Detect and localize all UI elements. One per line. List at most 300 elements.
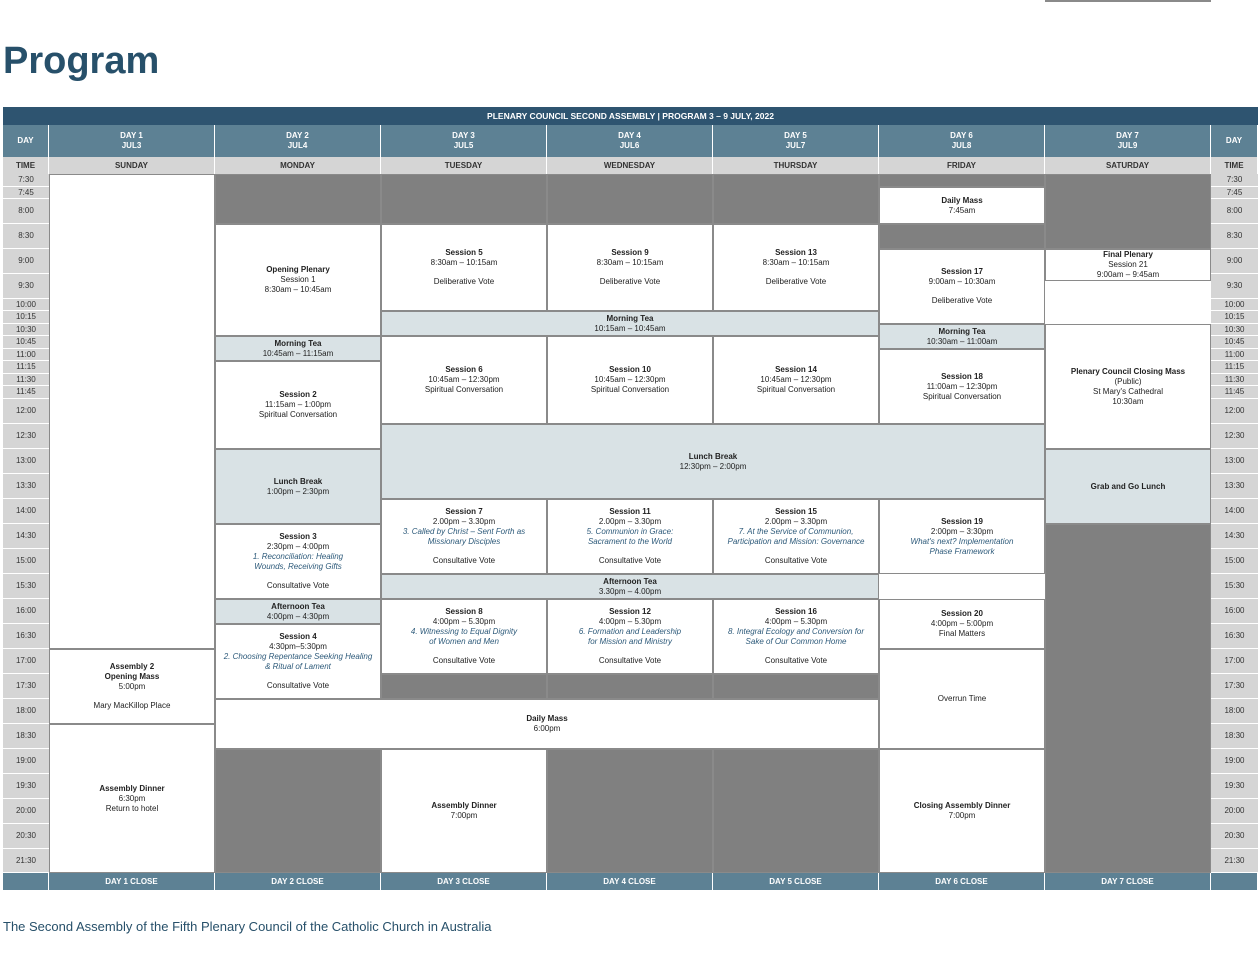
event-detail: Deliberative Vote [599, 277, 661, 286]
time-cell [1211, 799, 1258, 824]
event-detail: (Public) [1114, 376, 1142, 386]
event-detail: Return to hotel [105, 803, 159, 813]
time-value: 18:00 [1224, 706, 1245, 715]
event-detail: Spiritual Conversation [424, 385, 504, 394]
event-title: Session 3 [279, 532, 317, 541]
event-block [879, 249, 1045, 324]
event-detail: 2:30pm – 4:00pm [266, 542, 330, 551]
event-title: Morning Tea [938, 326, 986, 336]
event-detail: 11:00am – 12:30pm [926, 381, 998, 391]
time-cell [3, 724, 49, 749]
event-title: Session 20 [941, 609, 983, 618]
time-cell [1211, 249, 1258, 274]
time-value: 18:30 [15, 731, 37, 740]
event-topic: 8. Integral Ecology and Conversion for [727, 627, 865, 636]
event-title: Session 13 [775, 248, 817, 257]
unscheduled-block [1045, 524, 1211, 873]
event-block [215, 361, 381, 449]
time-cell [1211, 474, 1258, 499]
time-value: 11:30 [1224, 374, 1245, 384]
event-title: Plenary Council Closing Mass [1070, 366, 1186, 376]
event-title: Session 11 [609, 507, 651, 516]
time-value: 12:00 [1224, 406, 1245, 415]
time-value: 7:30 [1226, 175, 1243, 184]
event-title: Assembly Dinner [431, 801, 497, 810]
time-cell [1211, 187, 1258, 199]
time-cell [3, 386, 49, 399]
event-topic: 2. Choosing Repentance Seeking Healing [223, 652, 373, 661]
time-cell [3, 299, 49, 311]
event-detail: 10:45am – 12:30pm [594, 375, 666, 384]
time-cell [1211, 374, 1258, 386]
time-value: 21:30 [1224, 855, 1245, 865]
time-value: 8:00 [18, 206, 34, 215]
event-topic: 1. Reconciliation: Healing [252, 552, 344, 561]
event-block [1045, 249, 1211, 281]
time-value: 10:15 [15, 312, 37, 321]
event-block [879, 749, 1045, 873]
time-value: 16:00 [1224, 606, 1245, 615]
time-label: TIME [15, 160, 36, 170]
event-topic: Wounds, Receiving Gifts [254, 562, 342, 571]
event-detail: 10:30am [1112, 396, 1144, 406]
day-close-label: DAY 6 CLOSE [935, 876, 988, 886]
event-detail: Deliberative Vote [433, 277, 495, 286]
time-cell [3, 224, 49, 249]
event-detail: Deliberative Vote [931, 296, 993, 305]
event-title: Session 8 [445, 607, 483, 616]
event-title: Lunch Break [273, 476, 323, 486]
day-close [381, 873, 547, 890]
time-cell [3, 824, 49, 849]
day-number: DAY 5 [784, 131, 807, 140]
time-cell [3, 374, 49, 386]
time-cell [1211, 311, 1258, 324]
event-detail: Overrun Time [937, 694, 987, 703]
time-value: 9:00 [18, 256, 34, 265]
time-value: 20:30 [1224, 831, 1245, 840]
time-value: 11:45 [1224, 387, 1245, 396]
event-block [879, 349, 1045, 424]
event-detail: Mary MacKillop Place [93, 701, 171, 710]
footer-text: The Second Assembly of the Fifth Plenary Council of the Catholic Church in Australia [3, 919, 492, 934]
break-block [381, 424, 1045, 499]
time-value: 7:30 [18, 175, 34, 184]
time-value: 12:00 [15, 406, 37, 415]
time-value: 11:30 [16, 374, 36, 384]
event-detail: 2.00pm – 3.30pm [432, 517, 496, 526]
time-value: 17:30 [1224, 681, 1245, 690]
event-detail: 2.00pm – 3.30pm [764, 517, 828, 526]
unscheduled-block [713, 174, 879, 224]
break-block [215, 599, 381, 624]
day-number: DAY 1 [120, 131, 143, 140]
time-value: 13:00 [15, 456, 37, 465]
time-cell [3, 524, 49, 549]
event-title: Session 10 [609, 365, 651, 374]
event-detail: 2:00pm – 3:30pm [930, 526, 994, 536]
time-cell [1211, 361, 1258, 374]
event-block [381, 599, 547, 674]
time-value: 10:30 [15, 324, 37, 334]
day-number: DAY 6 [950, 131, 973, 140]
event-block [547, 499, 713, 574]
time-cell [1211, 849, 1258, 873]
event-title: Daily Mass [526, 714, 568, 723]
time-cell [1211, 824, 1258, 849]
day-header [879, 125, 1045, 157]
time-value: 8:00 [1226, 206, 1243, 215]
event-block [713, 224, 879, 311]
time-value: 12:30 [1224, 431, 1245, 440]
event-topic: Sake of Our Common Home [745, 637, 847, 646]
time-cell [3, 849, 49, 873]
event-block [381, 336, 547, 424]
event-title: Lunch Break [688, 451, 738, 461]
event-detail: 8:30am – 10:45am [264, 285, 332, 294]
event-detail: 9:00am – 10:30am [928, 277, 996, 286]
time-value: 16:00 [15, 606, 37, 615]
time-cell [1211, 499, 1258, 524]
time-cell [1211, 524, 1258, 549]
event-detail: 10:45am – 11:15am [262, 348, 334, 358]
weekday-header [49, 157, 215, 174]
time-value: 11:00 [1224, 349, 1245, 359]
time-value: 19:00 [15, 756, 37, 765]
event-block [547, 599, 713, 674]
time-value: 11:45 [16, 387, 36, 396]
time-cell [3, 699, 49, 724]
table-banner [3, 107, 1258, 125]
time-value: 14:00 [1224, 506, 1245, 515]
day-header [49, 125, 215, 157]
event-block [547, 336, 713, 424]
day-header [381, 125, 547, 157]
time-cell [3, 336, 49, 349]
time-cell [1211, 624, 1258, 649]
time-value: 15:00 [1224, 556, 1245, 565]
time-value: 9:30 [1226, 281, 1243, 290]
time-value: 11:15 [1224, 362, 1245, 371]
time-cell [3, 674, 49, 699]
day-close [49, 873, 215, 890]
event-detail: 8:30am – 10:15am [596, 258, 664, 267]
event-detail: Spiritual Conversation [922, 391, 1002, 401]
day-header [547, 125, 713, 157]
time-value: 14:30 [15, 531, 37, 540]
event-topic: Participation and Mission: Governance [727, 537, 865, 546]
event-detail: Session 1 [280, 275, 316, 284]
time-cell [1211, 449, 1258, 474]
event-title: Session 9 [611, 248, 649, 257]
time-value: 18:30 [1224, 731, 1245, 740]
event-detail: Consultative Vote [598, 556, 662, 565]
day-close-label: DAY 4 CLOSE [603, 876, 656, 886]
time-value: 14:00 [15, 506, 37, 515]
time-cell [3, 174, 49, 187]
day-header [215, 125, 381, 157]
day-number: DAY 4 [618, 131, 641, 140]
event-block [49, 174, 215, 649]
time-value: 21:30 [15, 855, 37, 865]
event-topic: Phase Framework [929, 546, 995, 556]
day-close [547, 873, 713, 890]
time-value: 19:30 [15, 781, 37, 790]
day-close-label: DAY 1 CLOSE [105, 876, 158, 886]
day-number: DAY 3 [452, 131, 475, 140]
event-title: Closing Assembly Dinner [913, 801, 1011, 810]
day-date: JUL8 [951, 141, 972, 150]
time-cell [1211, 774, 1258, 799]
time-value: 19:30 [1224, 781, 1245, 790]
day-date: JUL9 [1117, 141, 1138, 150]
event-title: Session 18 [941, 371, 983, 381]
event-detail: 10:15am – 10:45am [594, 323, 666, 333]
time-cell [1211, 424, 1258, 449]
time-cell [3, 499, 49, 524]
event-block [879, 649, 1045, 749]
event-detail: 10:30am – 11:00am [926, 336, 998, 346]
event-detail: 4:30pm–5:30pm [269, 642, 327, 651]
time-cell [1211, 349, 1258, 361]
unscheduled-block [547, 174, 713, 224]
time-cell [3, 187, 49, 199]
time-cell [3, 599, 49, 624]
event-detail: Spiritual Conversation [258, 410, 338, 419]
event-detail: 4:00pm – 5.30pm [598, 617, 662, 626]
event-topic: 6. Formation and Leadership [578, 627, 682, 636]
time-cell [1211, 574, 1258, 599]
event-title: Afternoon Tea [271, 601, 325, 611]
event-block [381, 224, 547, 311]
weekday-name: MONDAY [280, 160, 315, 170]
event-detail: Consultative Vote [432, 556, 496, 565]
time-cell [1211, 174, 1258, 187]
event-topic: for Mission and Ministry [587, 637, 673, 646]
day-close-label: DAY 3 CLOSE [437, 876, 490, 886]
time-cell [3, 399, 49, 424]
time-value: 13:30 [15, 481, 37, 490]
event-detail: Session 21 [1108, 260, 1148, 269]
event-block [381, 499, 547, 574]
time-value: 13:00 [1224, 456, 1245, 465]
time-cell [3, 361, 49, 374]
event-detail: 6:30pm [118, 793, 146, 803]
event-block [215, 224, 381, 336]
time-value: 16:30 [1224, 631, 1245, 640]
event-topic: & Ritual of Lament [265, 662, 331, 671]
day-close-label: DAY 2 CLOSE [271, 876, 324, 886]
event-block [879, 187, 1045, 224]
time-value: 17:30 [15, 681, 37, 690]
day-date: JUL5 [453, 141, 474, 150]
event-detail: Consultative Vote [266, 681, 330, 690]
time-value: 8:30 [18, 231, 34, 240]
event-title: Session 19 [941, 516, 983, 526]
event-detail: Final Matters [938, 629, 986, 638]
time-cell [1211, 599, 1258, 624]
break-block [381, 574, 879, 599]
time-cell [1211, 749, 1258, 774]
time-value: 15:30 [15, 581, 37, 590]
day-number: DAY 2 [286, 131, 309, 140]
event-detail: 10:45am – 12:30pm [760, 375, 832, 384]
event-block [713, 499, 879, 574]
time-value: 16:30 [15, 631, 37, 640]
event-title: Morning Tea [606, 313, 654, 323]
close-corner [1211, 873, 1258, 890]
event-detail: 7:45am [948, 205, 976, 215]
weekday-name: THURSDAY [773, 160, 818, 170]
time-value: 18:00 [15, 706, 37, 715]
event-topic: Missionary Disciples [427, 537, 501, 546]
event-block [381, 749, 547, 873]
day-close-label: DAY 5 CLOSE [769, 876, 822, 886]
time-value: 9:30 [18, 281, 34, 290]
day-date: JUL4 [287, 141, 308, 150]
time-label-left [3, 157, 49, 174]
event-detail: 2.00pm – 3.30pm [598, 517, 662, 526]
time-cell [3, 349, 49, 361]
day-label-right [1211, 125, 1258, 157]
day-close [713, 873, 879, 890]
time-cell [1211, 674, 1258, 699]
time-value: 11:15 [16, 362, 36, 371]
event-title: Assembly Dinner [99, 783, 165, 793]
event-topic: 4. Witnessing to Equal Dignity [410, 627, 518, 636]
event-title: Session 4 [279, 632, 317, 641]
day-date: JUL7 [785, 141, 806, 150]
time-value: 20:30 [15, 831, 37, 840]
time-value: 10:15 [1224, 312, 1245, 321]
event-title: Session 7 [445, 507, 483, 516]
time-cell [1211, 699, 1258, 724]
time-value: 11:00 [16, 349, 36, 359]
event-detail: Consultative Vote [598, 656, 662, 665]
day-label-left [3, 125, 49, 157]
time-value: 7:45 [18, 187, 34, 197]
event-detail: 9:00am – 9:45am [1096, 270, 1160, 279]
time-cell [1211, 724, 1258, 749]
event-detail: 6:00pm [533, 724, 561, 733]
day-close-label: DAY 7 CLOSE [1101, 876, 1154, 886]
time-value: 15:30 [1224, 581, 1245, 590]
day-number: DAY 7 [1116, 131, 1139, 140]
event-title: Opening Mass [104, 672, 160, 681]
time-cell [3, 324, 49, 336]
time-value: 10:00 [15, 299, 37, 309]
event-block [547, 224, 713, 311]
event-block [215, 524, 381, 599]
weekday-header [547, 157, 713, 174]
time-cell [3, 774, 49, 799]
time-cell [3, 624, 49, 649]
time-cell [3, 311, 49, 324]
day-label: DAY [1225, 136, 1243, 145]
time-value: 10:45 [15, 337, 37, 346]
time-cell [1211, 549, 1258, 574]
event-detail: Consultative Vote [764, 656, 828, 665]
time-value: 9:00 [1226, 256, 1243, 265]
time-cell [3, 799, 49, 824]
day-header [1045, 125, 1211, 157]
event-detail: 11:15am – 1:00pm [264, 400, 332, 409]
event-block [215, 624, 381, 699]
unscheduled-block [215, 174, 381, 224]
unscheduled-block [713, 674, 879, 699]
event-detail: Consultative Vote [266, 581, 330, 590]
time-value: 14:30 [1224, 531, 1245, 540]
event-block [879, 499, 1045, 574]
event-detail: Consultative Vote [764, 556, 828, 565]
event-detail: 4:00pm – 5.30pm [764, 617, 828, 626]
break-block [381, 311, 879, 336]
weekday-header [381, 157, 547, 174]
weekday-name: FRIDAY [946, 160, 977, 170]
unscheduled-block [215, 749, 381, 873]
time-cell [3, 449, 49, 474]
time-cell [3, 749, 49, 774]
time-cell [1211, 399, 1258, 424]
weekday-name: SATURDAY [1105, 160, 1150, 170]
event-detail: 4:00pm – 5:00pm [930, 619, 994, 628]
unscheduled-block [1045, 174, 1211, 249]
day-close [215, 873, 381, 890]
event-detail: 1:00pm – 2:30pm [266, 486, 330, 496]
event-detail: 12:30pm – 2:00pm [679, 461, 747, 471]
event-detail: 7:00pm [450, 811, 478, 820]
time-cell [1211, 649, 1258, 674]
time-value: 7:45 [1226, 187, 1243, 197]
event-topic: 7. At the Service of Communion, [738, 527, 854, 536]
time-value: 10:00 [1224, 299, 1245, 309]
time-value: 10:30 [1224, 324, 1245, 334]
time-cell [3, 249, 49, 274]
event-topic: What's next? Implementation [910, 536, 1014, 546]
day-header [713, 125, 879, 157]
time-cell [3, 274, 49, 299]
time-value: 10:45 [1224, 337, 1245, 346]
time-cell [3, 549, 49, 574]
event-title: Session 2 [279, 390, 317, 399]
event-topic: of Women and Men [429, 637, 499, 646]
time-value: 15:00 [15, 556, 37, 565]
break-block [215, 336, 381, 361]
event-block [1045, 324, 1211, 449]
time-cell [3, 574, 49, 599]
event-detail: 4:00pm – 4:30pm [266, 611, 330, 621]
event-detail: 3.30pm – 4.00pm [598, 586, 662, 596]
day-date: JUL3 [121, 141, 142, 150]
unscheduled-block [547, 674, 713, 699]
time-cell [1211, 199, 1258, 224]
event-title: Afternoon Tea [603, 576, 657, 586]
time-value: 19:00 [1224, 756, 1245, 765]
event-title: Grab and Go Lunch [1090, 481, 1166, 491]
unscheduled-block [547, 749, 713, 873]
time-cell [1211, 224, 1258, 249]
time-label: TIME [1224, 160, 1244, 170]
banner-text: PLENARY COUNCIL SECOND ASSEMBLY | PROGRAM 3 – 9 JULY, 2022 [487, 111, 774, 121]
event-title: Opening Plenary [266, 265, 330, 274]
day-close [1045, 873, 1211, 890]
time-value: 20:00 [1224, 806, 1245, 815]
event-detail: Consultative Vote [432, 656, 496, 665]
break-block [879, 324, 1045, 349]
unscheduled-block [713, 749, 879, 873]
time-value: 12:30 [15, 431, 37, 440]
event-title: Session 14 [775, 365, 817, 374]
